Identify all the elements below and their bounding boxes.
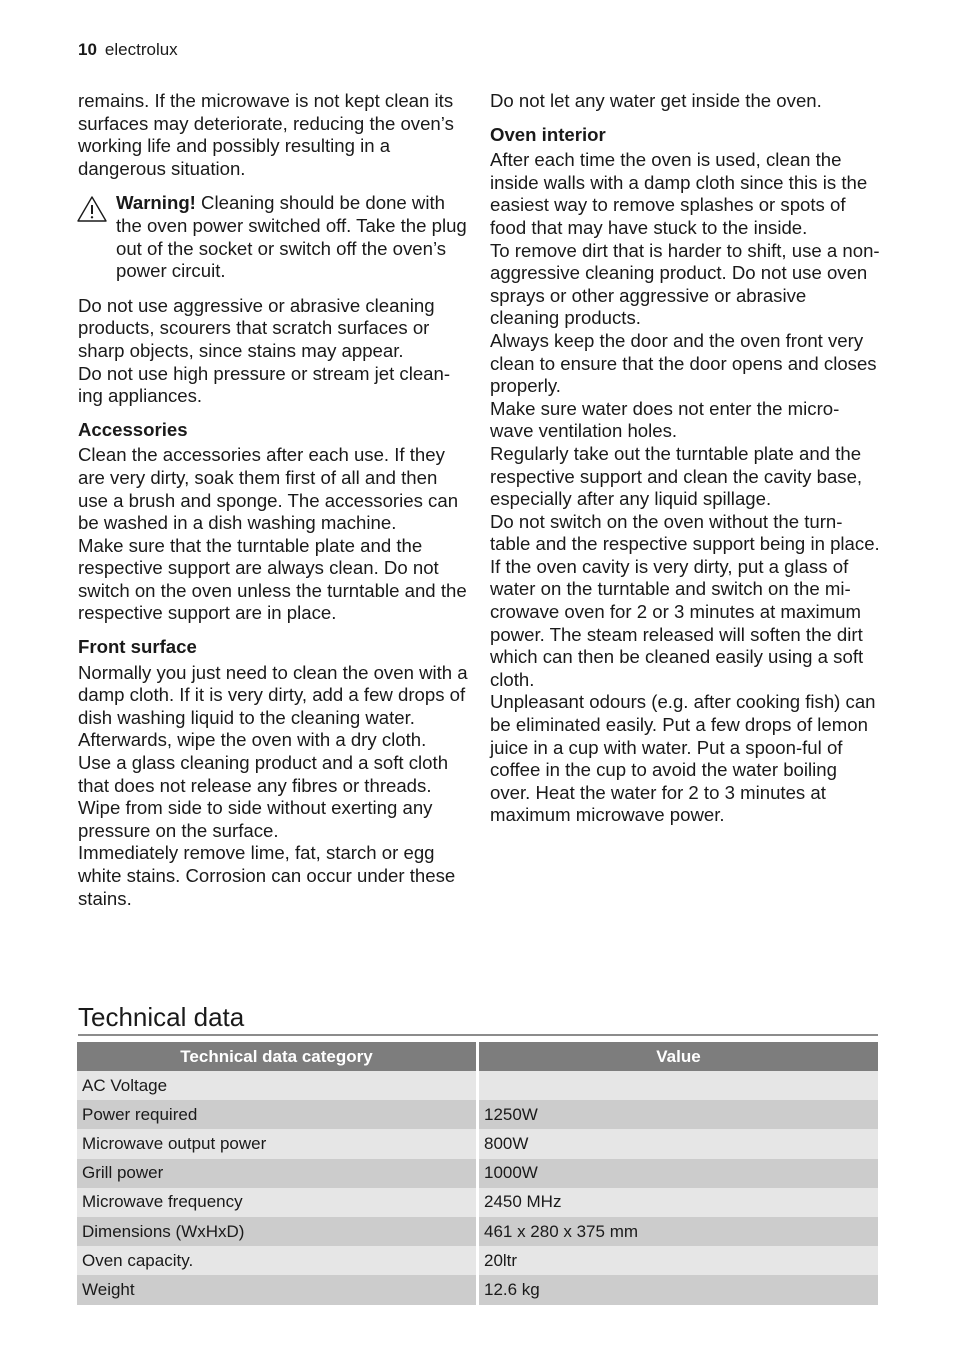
table-row xyxy=(77,1129,878,1158)
table-row xyxy=(77,1217,878,1246)
oven-interior-heading: Oven interior xyxy=(490,123,606,145)
title-divider xyxy=(78,1034,878,1036)
category-cell: AC Voltage xyxy=(77,1071,476,1100)
table-row xyxy=(77,1275,878,1304)
front-surface-paragraph-3: Immediately remove lime, fat, starch or egg white stains. Corrosion can occur under these stains. xyxy=(78,842,456,909)
page-number: 10 xyxy=(78,40,97,59)
page-header xyxy=(78,40,178,60)
column-header-category: Technical data category xyxy=(77,1042,476,1071)
warning-body: Cleaning should be done with the oven power switched off. Take the plug out of the socket or switch off the oven’s power circuit. xyxy=(116,192,467,282)
front-surface-heading: Front surface xyxy=(78,636,197,658)
warning-text xyxy=(116,192,468,282)
value-cell xyxy=(476,1071,878,1100)
general-paragraph-1: Do not use aggressive or abrasive cleaning products, scourers that scratch surfaces or sharp objects, since stains may appear. xyxy=(78,294,435,361)
column-header-value: Value xyxy=(476,1042,878,1071)
intro-paragraph: remains. If the microwave is not kept clean its surfaces may deteriorate, reducing the oven’s working life and possibly resulting in a dangerous situation. xyxy=(78,90,454,179)
table-row xyxy=(77,1071,878,1100)
warning-triangle-icon xyxy=(76,195,108,223)
technical-data-title: Technical data xyxy=(78,1002,245,1032)
category-cell: Grill power xyxy=(77,1159,476,1188)
category-cell: Power required xyxy=(77,1100,476,1129)
category-cell: Oven capacity. xyxy=(77,1246,476,1275)
oven-interior-paragraph-4: Make sure water does not enter the micro-wave ventilation holes. xyxy=(490,397,840,442)
table-header-row xyxy=(77,1042,878,1071)
oven-interior-paragraph-2: To remove dirt that is harder to shift, use a non-aggressive cleaning product. Do not use oven sprays or other aggressive or abrasive cleaning products. xyxy=(490,239,880,329)
oven-interior-paragraph-1: After each time the oven is used, clean the inside walls with a damp cloth since this is the easiest way to remove splashes or spots of food that may have stuck to the inside. xyxy=(490,149,868,238)
category-cell: Microwave frequency xyxy=(77,1188,476,1217)
value-cell: 12.6 kg xyxy=(476,1275,878,1304)
value-cell: 461 x 280 x 375 mm xyxy=(476,1217,878,1246)
category-cell: Dimensions (WxHxD) xyxy=(77,1217,476,1246)
accessories-paragraph-1: Clean the accessories after each use. If they are very dirty, soak them first of all and then use a brush and sponge. The accessories can be washed in a dish washing machine. xyxy=(78,444,459,534)
category-cell: Weight xyxy=(77,1275,476,1304)
left-column xyxy=(78,90,468,910)
technical-data-table xyxy=(77,1042,878,1305)
value-cell: 1000W xyxy=(476,1159,878,1188)
table-row xyxy=(77,1188,878,1217)
table-row xyxy=(77,1246,878,1275)
value-cell: 20ltr xyxy=(476,1246,878,1275)
category-cell: Microwave output power xyxy=(77,1129,476,1158)
right-column xyxy=(490,90,880,827)
oven-interior-paragraph-7: If the oven cavity is very dirty, put a glass of water on the turntable and switch on the mi-crowave oven for 2 or 3 minutes at maximum power. The steam released will soften the dirt which can then be cleaned easily using a soft cloth. xyxy=(490,555,864,690)
accessories-heading: Accessories xyxy=(78,418,188,440)
table-row xyxy=(77,1159,878,1188)
value-cell: 2450 MHz xyxy=(476,1188,878,1217)
oven-interior-paragraph-6: Do not switch on the oven without the turn-table and the respective support being in place. xyxy=(490,510,880,555)
front-surface-paragraph-2: Use a glass cleaning product and a soft cloth that does not release any fibres or threads. Wipe from side to side without exerting any pressure on the surface. xyxy=(78,752,449,841)
table-row xyxy=(77,1100,878,1129)
warning-label: Warning! xyxy=(116,192,196,214)
water-warning-paragraph: Do not let any water get inside the oven. xyxy=(490,90,822,111)
value-cell: 800W xyxy=(476,1129,878,1158)
accessories-paragraph-2: Make sure that the turntable plate and the respective support are always clean. Do not switch on the oven unless the turntable and the respective support are in place. xyxy=(78,534,467,624)
front-surface-paragraph-1: Normally you just need to clean the oven with a damp cloth. If it is very dirty, add a few drops of dish washing liquid to the cleaning water. Afterwards, wipe the oven with a dry cloth. xyxy=(78,661,468,751)
general-paragraph-2: Do not use high pressure or stream jet clean-ing appliances. xyxy=(78,362,451,407)
brand-name: electrolux xyxy=(104,40,178,59)
oven-interior-paragraph-5: Regularly take out the turntable plate and the respective support and clean the cavity base, especially after any liquid spillage. xyxy=(490,442,863,510)
oven-interior-paragraph-3: Always keep the door and the oven front very clean to ensure that the door opens and closes properly. xyxy=(490,329,877,397)
oven-interior-paragraph-8: Unpleasant odours (e.g. after cooking fish) can be eliminated easily. Put a few drops of lemon juice in a cup with water. Put a spoon-ful of coffee in the cup to avoid the water boiling over. Heat the water for 2 to 3 minutes at maximum microwave power. xyxy=(490,691,876,826)
warning-block xyxy=(78,192,468,282)
value-cell: 1250W xyxy=(476,1100,878,1129)
